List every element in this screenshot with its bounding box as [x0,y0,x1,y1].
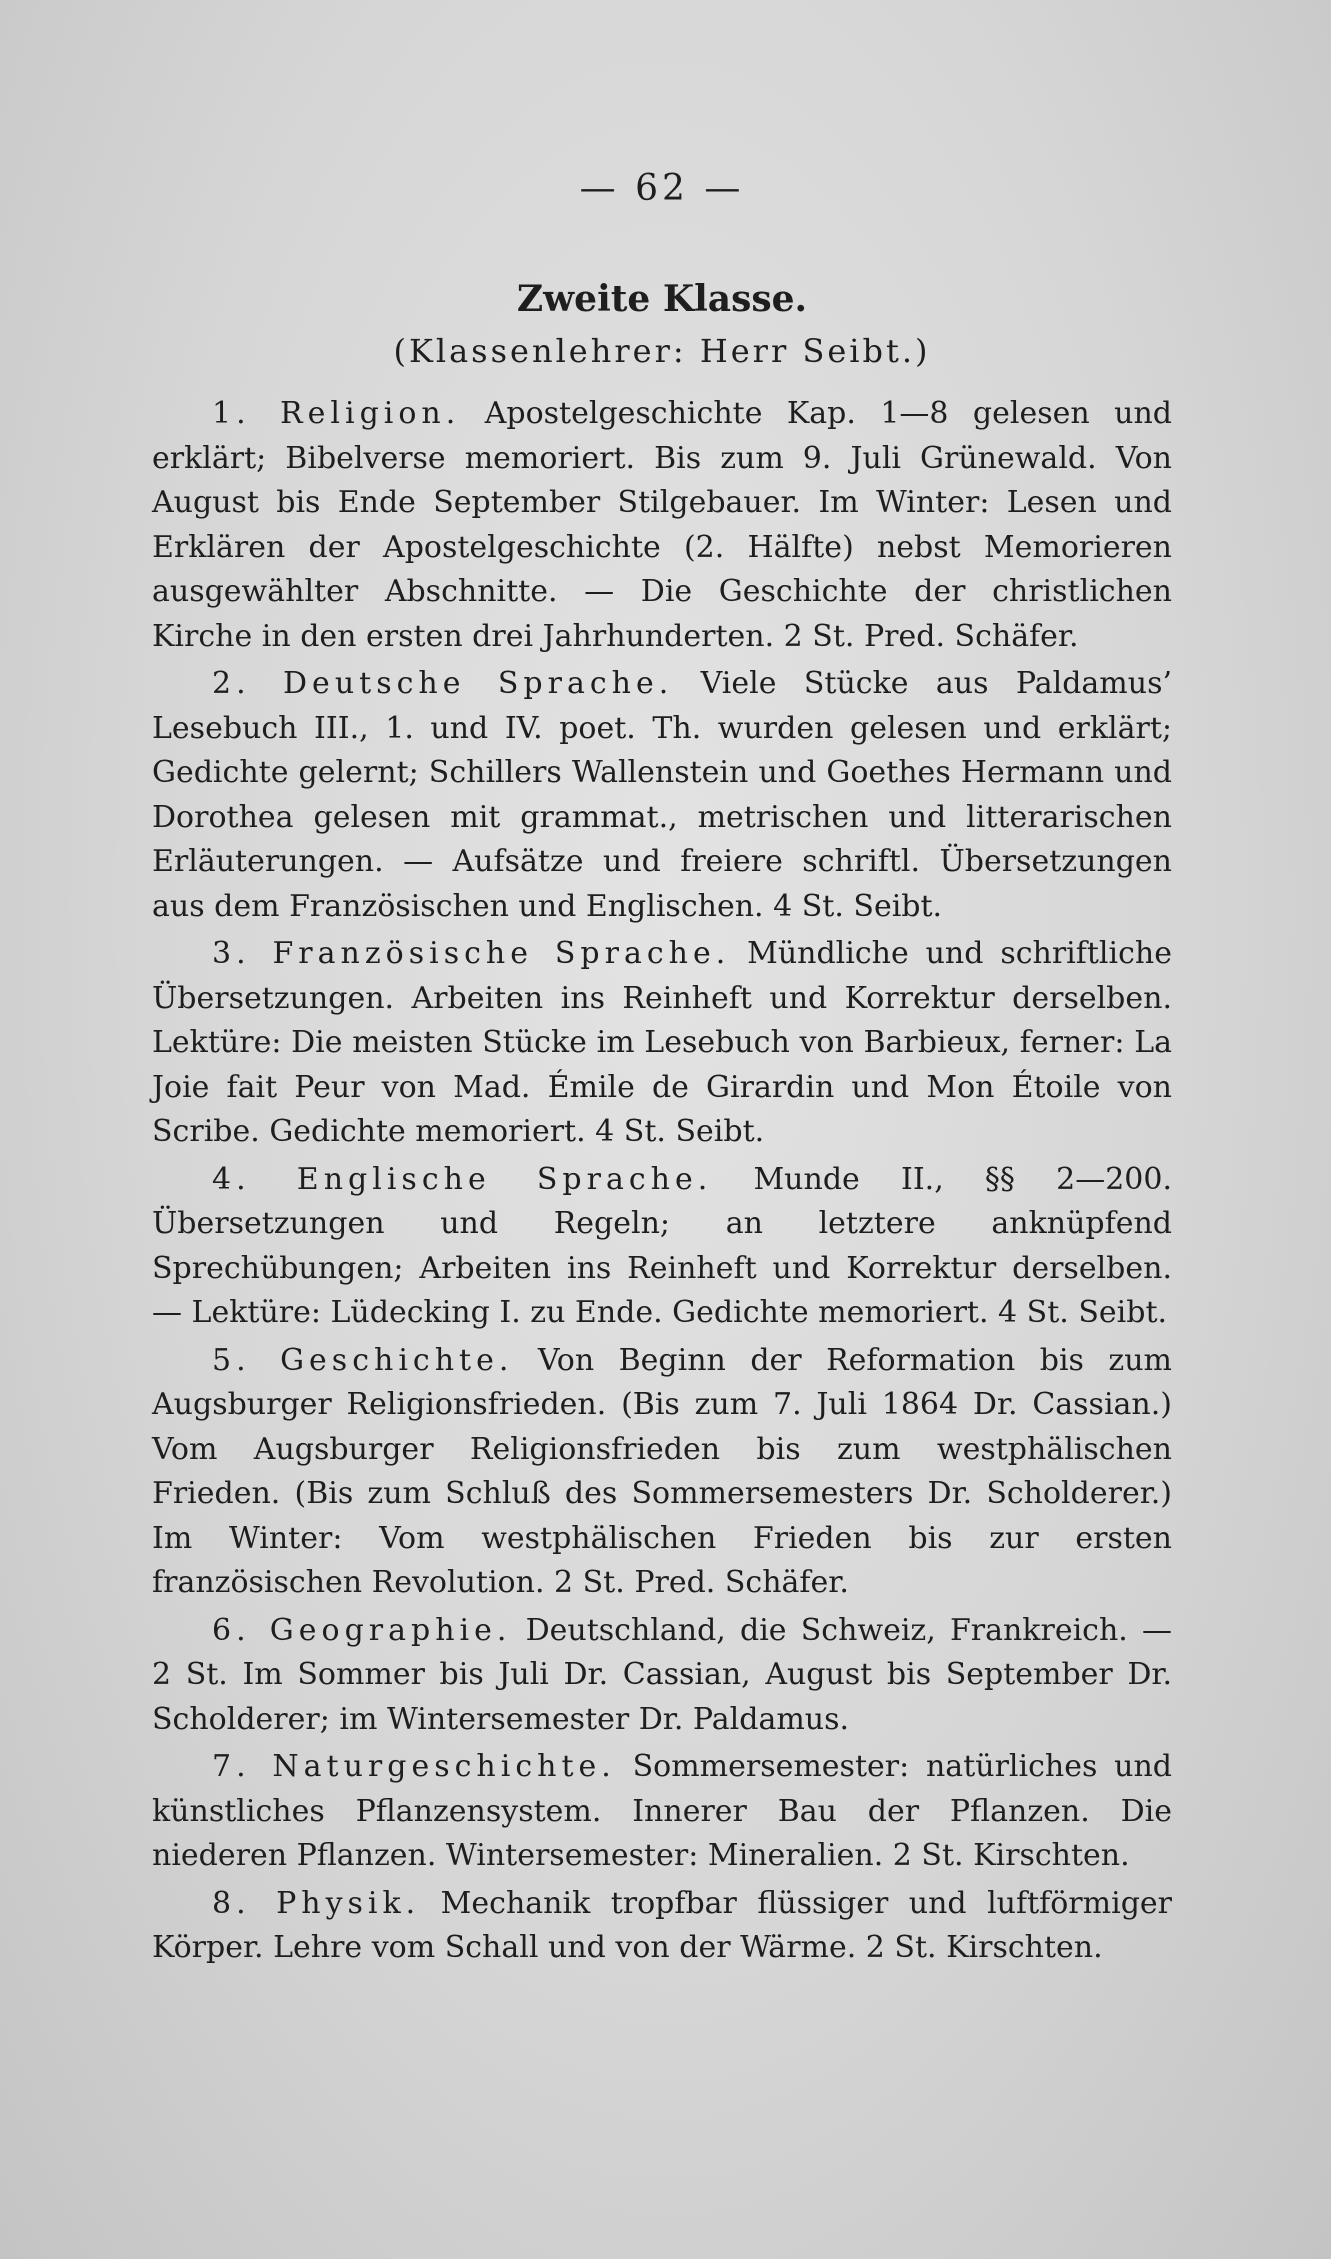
subject-franzoesisch [152,932,1172,1155]
subject-body: Sommersemester: natürliches und künstliches Pflanzensystem. Innerer Bau der Pflanzen. Die niederen Pflanzen. Wintersemester: Mineralien. 2 St. Kirschten. [152,1749,1172,1873]
subject-heading: 2. Deutsche Sprache. [212,666,674,701]
subject-body: Deutschland, die Schweiz, Frankreich. — 2 St. Im Sommer bis Juli Dr. Cassian, August bis September Dr. Scholderer; im Wintersemester Dr. Paldamus. [152,1612,1172,1737]
page-subtitle: (Klassenlehrer: Herr Seibt.) [393,332,931,370]
subject-heading: 5. Geschichte. [212,1342,514,1378]
subject-naturgeschichte [152,1745,1172,1879]
subject-englisch [152,1158,1172,1336]
subject-body: Munde II., §§ 2—200. Übersetzungen und Regeln; an letztere anknüpfend Sprechübungen; Arbeiten ins Reinheft und Korrektur derselben. — Lektüre: Lüdecking I. zu Ende. Gedichte memoriert. 4 St. Seibt. [152,1161,1172,1330]
subject-geographie [152,1609,1172,1743]
subject-body: Viele Stücke aus Paldamus’ Lesebuch III., 1. und IV. poet. Th. wurden gelesen und erklärt; Gedichte gelernt; Schillers Wallenstein und Goethes Hermann und Dorothea gelesen mit grammat., metrischen und litterarischen Erläuterungen. — Aufsätze und freiere schriftl. Übersetzungen aus dem Französischen und Englischen. 4 St. Seibt. [152,666,1172,924]
subject-list [152,392,1172,1974]
subject-physik [152,1882,1172,1971]
subject-body: Mechanik tropfbar flüssiger und luftförmiger Körper. Lehre vom Schall und von der Wärme. 2 St. Kirschten. [152,1885,1172,1965]
subject-deutsch [152,662,1172,929]
subject-body: Von Beginn der Reformation bis zum Augsburger Religionsfrieden. (Bis zum 7. Juli 1864 Dr. Cassian.) Vom Augsburger Religionsfrieden bis zum westphälischen Frieden. (Bis zum Schluß des Sommersemesters Dr. Scholderer.) Im Winter: Vom westphälischen Frieden bis zur ersten französischen Revolution. 2 St. Pred. Schäfer. [152,1342,1172,1600]
subject-heading: 3. Französische Sprache. [212,936,731,971]
subject-heading: 7. Naturgeschichte. [212,1749,616,1784]
subject-body: Mündliche und schriftliche Übersetzungen. Arbeiten ins Reinheft und Korrektur derselben. Lektüre: Die meisten Stücke im Lesebuch von Barbieux, ferner: La Joie fait Peur von Mad. Émile de Girardin und Mon Étoile von Scribe. Gedichte memoriert. 4 St. Seibt. [152,936,1172,1149]
page-title: Zweite Klasse. [516,278,808,320]
subject-body: Apostelgeschichte Kap. 1—8 gelesen und erklärt; Bibelverse memoriert. Bis zum 9. Juli Grünewald. Von August bis Ende September Stilgebauer. Im Winter: Lesen und Erklären der Apostelgeschichte (2. Hälfte) nebst Memorieren ausgewählter Abschnitte. — Die Geschichte der christlichen Kirche in den ersten drei Jahrhunderten. 2 St. Pred. Schäfer. [152,396,1172,654]
subject-religion [152,392,1172,659]
subject-heading: 1. Religion. [212,396,461,431]
subject-geschichte [152,1339,1172,1606]
subject-heading: 4. Englische Sprache. [212,1161,713,1197]
subject-heading: 6. Geographie. [212,1612,512,1648]
subject-heading: 8. Physik. [212,1885,421,1921]
page-number: — 62 — [579,168,745,209]
